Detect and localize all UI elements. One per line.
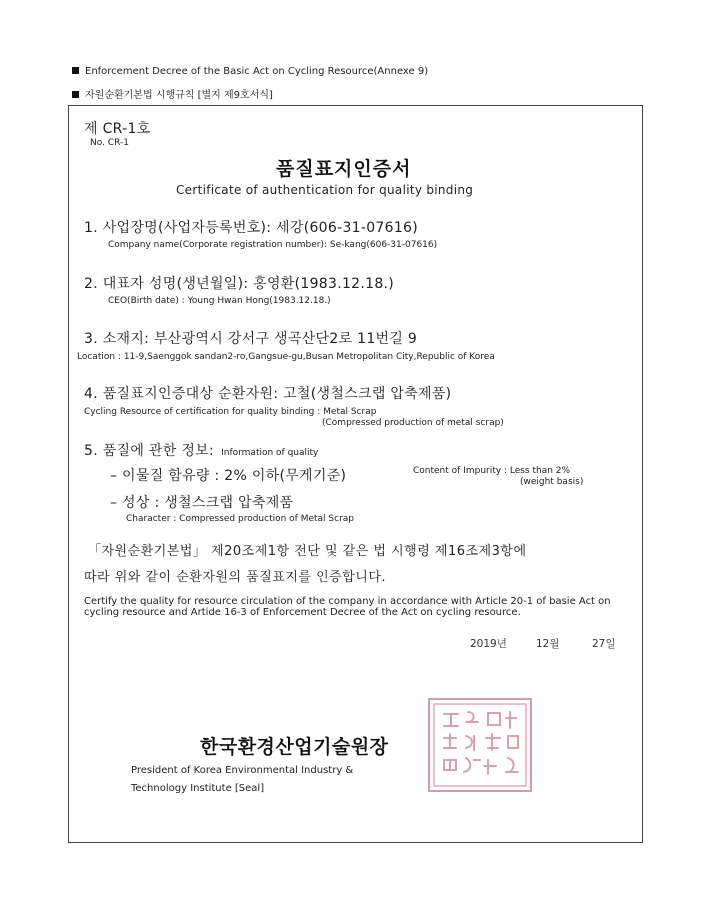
certificate-number-ko: 제 CR-1호 xyxy=(84,121,151,137)
certification-statement-ko-line1: 「자원순환기본법」 제20조제1항 전단 및 같은 법 시행령 제16조제3항에 xyxy=(88,544,527,559)
item5-ko: 5. 품질에 관한 정보: xyxy=(84,443,214,459)
item2-ko: 2. 대표자 성명(생년월일): 홍영환(1983.12.18.) xyxy=(84,276,395,292)
character-en: Character : Compressed production of Metal Scrap xyxy=(126,514,355,524)
item1-ko: 1. 사업장명(사업자등록번호): 세강(606-31-07616) xyxy=(84,220,419,236)
seal-stamp-icon xyxy=(430,700,530,790)
impurity-ko: – 이물질 함유량 : 2% 이하(무게기준) xyxy=(110,468,347,484)
decree-header-ko xyxy=(72,86,273,101)
item4-ko: 4. 품질표지인증대상 순환자원: 고철(생철스크랩 압축제품) xyxy=(84,386,452,402)
issuer-name-en-line1: President of Korea Environmental Industry & xyxy=(131,765,354,776)
issuer-name-ko: 한국환경산업기술원장 xyxy=(200,736,389,758)
certification-statement-en: Certify the quality for resource circulation of the company in accordance with Article 20-1 of basie Act on cycling resource and Artide 16-3 of Enforcement Decree of the Act on cycling resource. xyxy=(84,596,611,618)
decree-header-en-text: Enforcement Decree of the Basic Act on Cycling Resource(Annexe 9) xyxy=(85,66,429,77)
item4-en-continued: (Compressed production of metal scrap) xyxy=(322,418,504,428)
official-seal xyxy=(428,698,532,792)
item2-en: CEO(Birth date) : Young Hwan Hong(1983.12.18.) xyxy=(108,296,331,306)
issue-date-day: 27일 xyxy=(592,638,616,650)
decree-header-ko-text: 자원순환기본법 시행규칙 [별지 제9호서식] xyxy=(85,90,273,101)
certificate-title-en: Certificate of authentication for quality binding xyxy=(176,183,474,197)
issue-date-month: 12월 xyxy=(536,638,560,650)
issuer-name-en-line2: Technology Institute [Seal] xyxy=(131,783,265,794)
item3-ko: 3. 소재지: 부산광역시 강서구 생곡산단2로 11번길 9 xyxy=(84,331,418,347)
bullet-square-icon xyxy=(72,67,79,74)
certificate-title-ko: 품질표지인증서 xyxy=(276,158,412,180)
item5-en: Information of quality xyxy=(221,448,319,458)
certificate-number-en: No. CR-1 xyxy=(90,138,129,148)
decree-header-en xyxy=(72,66,428,77)
issue-date-year: 2019년 xyxy=(470,638,507,650)
item1-en: Company name(Corporate registration number): Se-kang(606-31-07616) xyxy=(108,240,438,250)
bullet-square-icon xyxy=(72,91,79,98)
impurity-en: Content of Impurity : Less than 2% xyxy=(413,466,571,476)
item4-en: Cycling Resource of certification for quality binding : Metal Scrap xyxy=(84,407,377,417)
certification-statement-ko-line2: 따라 위와 같이 순환자원의 품질표지를 인증합니다. xyxy=(84,570,387,585)
item3-en: Location : 11-9,Saenggok sandan2-ro,Gangsue-gu,Busan Metropolitan City,Republic of Korea xyxy=(77,352,495,362)
item5-row xyxy=(84,440,318,460)
impurity-en-continued: (weight basis) xyxy=(520,477,584,487)
character-ko: – 성상 : 생철스크랩 압축제품 xyxy=(110,495,294,511)
